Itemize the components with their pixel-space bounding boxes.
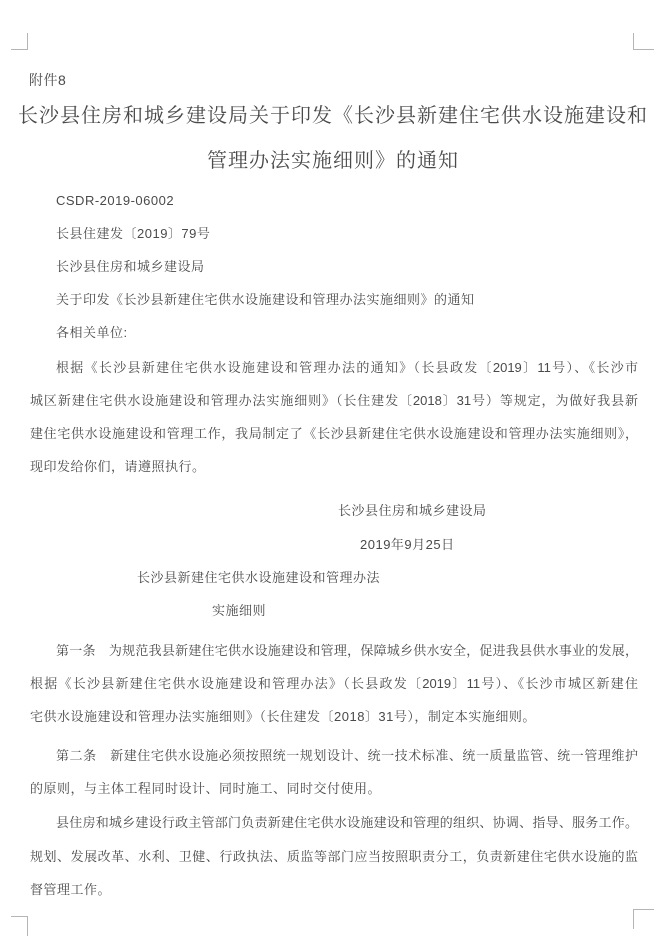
subtitle-line-2: 实施细则	[212, 603, 267, 618]
issuing-authority: 长沙县住房和城乡建设局	[56, 259, 205, 274]
document-code: CSDR-2019-06002	[56, 193, 175, 208]
article-1-line: 宅供水设施建设和管理办法实施细则》（长住建发〔2018〕31号），制定本实施细则。	[30, 709, 536, 724]
signature-authority: 长沙县住房和城乡建设局	[338, 503, 487, 518]
intro-paragraph-line: 城区新建住宅供水设施建设和管理办法实施细则》（长住建发〔2018〕31号）等规定，为做好我县新	[30, 393, 638, 408]
crop-mark-top-left-icon	[11, 33, 28, 50]
article-2-line: 的原则，与主体工程同时设计、同时施工、同时交付使用。	[30, 781, 382, 796]
reference-number: 长县住建发〔2019〕79号	[56, 226, 211, 241]
document-title-line-2: 管理办法实施细则》的通知	[207, 150, 459, 172]
article-1-line: 根据《长沙县新建住宅供水设施建设和管理办法》（长县政发〔2019〕11号）、《长沙市城区新建住	[30, 676, 638, 691]
subtitle-line-1: 长沙县新建住宅供水设施建设和管理办法	[137, 570, 381, 585]
responsibility-paragraph-line: 县住房和城乡建设行政主管部门负责新建住宅供水设施建设和管理的组织、协调、指导、服务工作。	[56, 815, 638, 830]
crop-mark-bottom-left-icon	[11, 916, 28, 936]
article-1-line: 第一条 为规范我县新建住宅供水设施建设和管理，保障城乡供水安全，促进我县供水事业的发展，	[56, 643, 638, 658]
intro-paragraph-line: 根据《长沙县新建住宅供水设施建设和管理办法的通知》（长县政发〔2019〕11号）、《长沙市	[56, 360, 638, 375]
responsibility-paragraph-line: 督管理工作。	[30, 882, 112, 897]
intro-paragraph-line: 建住宅供水设施建设和管理工作，我局制定了《长沙县新建住宅供水设施建设和管理办法实施细则》，	[30, 426, 638, 441]
salutation: 各相关单位:	[56, 325, 128, 340]
subject-line: 关于印发《长沙县新建住宅供水设施建设和管理办法实施细则》的通知	[56, 292, 475, 307]
intro-paragraph-line: 现印发给你们，请遵照执行。	[30, 459, 206, 474]
responsibility-paragraph-line: 规划、发展改革、水利、卫健、行政执法、质监等部门应当按照职责分工，负责新建住宅供水设施的监	[30, 849, 638, 864]
crop-mark-bottom-right-icon	[633, 909, 654, 929]
document-title-line-1: 长沙县住房和城乡建设局关于印发《长沙县新建住宅供水设施建设和	[18, 105, 648, 127]
article-2-line: 第二条 新建住宅供水设施必须按照统一规划设计、统一技术标准、统一质量监管、统一管理维护	[56, 748, 638, 763]
attachment-label: 附件8	[29, 72, 67, 88]
crop-mark-top-right-icon	[633, 33, 654, 50]
signature-date: 2019年9月25日	[360, 537, 455, 552]
